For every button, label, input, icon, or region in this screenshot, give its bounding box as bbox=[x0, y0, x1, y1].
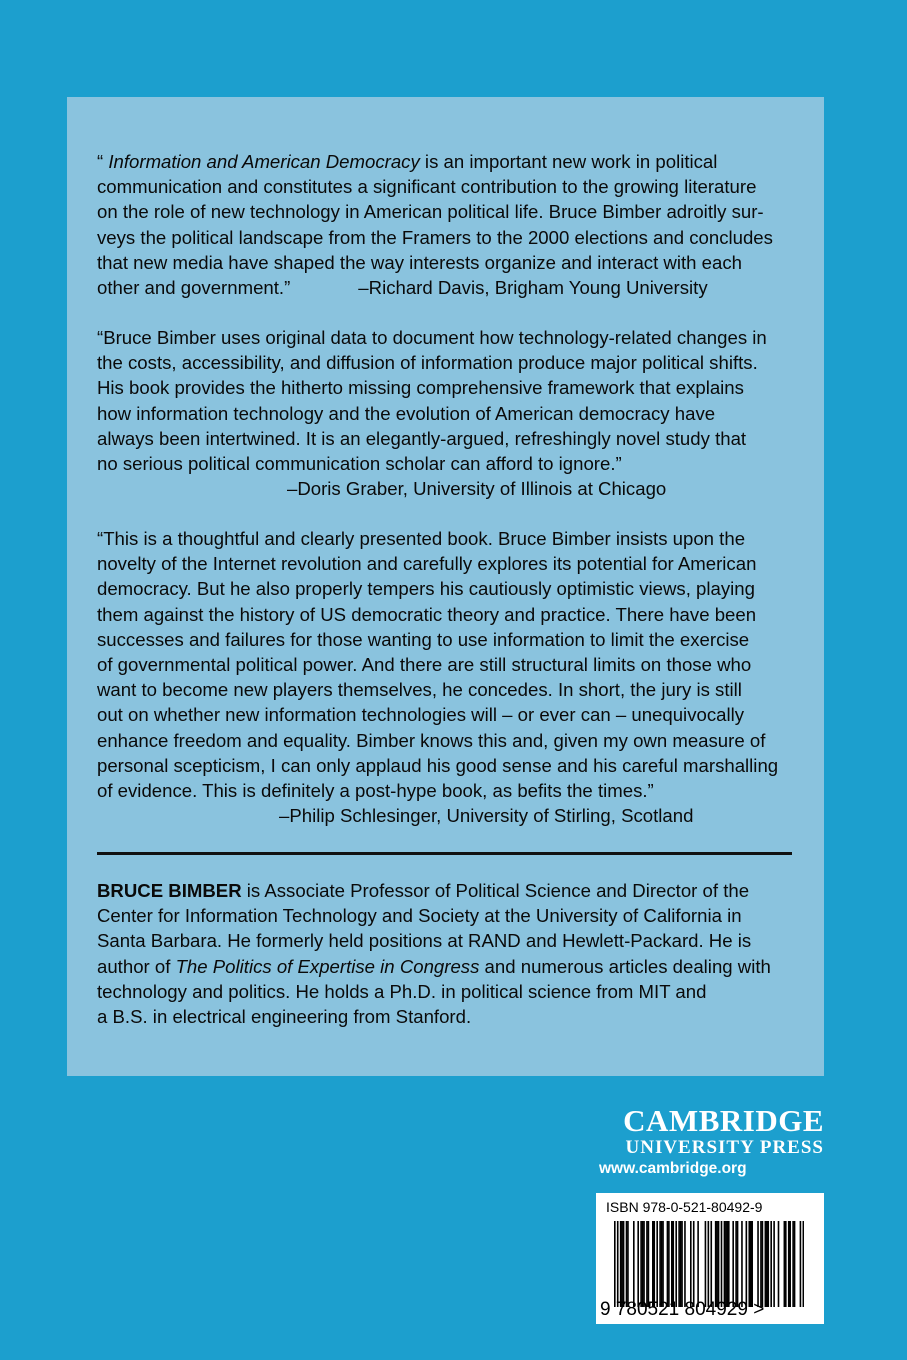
barcode-bar bbox=[648, 1221, 650, 1307]
barcode-bar bbox=[643, 1221, 645, 1307]
quote-line: the costs, accessibility, and diffusion of information produce major political shifts. bbox=[97, 352, 758, 374]
quote-line: no serious political communication scholar can afford to ignore.” bbox=[97, 453, 622, 475]
barcode-bar bbox=[690, 1221, 692, 1307]
barcode-bar bbox=[715, 1221, 717, 1307]
barcode-bar bbox=[762, 1221, 764, 1307]
barcode-bar bbox=[766, 1221, 768, 1307]
book-title: The Politics of Expertise in Congress bbox=[175, 955, 480, 977]
barcode-bar bbox=[788, 1221, 790, 1307]
barcode-bar bbox=[794, 1221, 796, 1307]
barcode-bar bbox=[765, 1221, 767, 1307]
quote-line: how information technology and the evolution of American democracy have bbox=[97, 402, 716, 424]
quote-line: democracy. But he also properly tempers his cautiously optimistic views, playing bbox=[97, 578, 755, 600]
barcode-bar bbox=[784, 1221, 786, 1307]
barcode-bar bbox=[718, 1221, 720, 1307]
quote-line: “Bruce Bimber uses original data to document how technology-related changes in bbox=[97, 327, 767, 348]
barcode-bar bbox=[748, 1221, 750, 1307]
review-quote-schlesinger bbox=[97, 526, 797, 828]
author-bio bbox=[97, 878, 797, 1029]
quote-line: “This is a thoughtful and clearly presented book. Bruce Bimber insists upon the bbox=[97, 528, 746, 549]
barcode-bar bbox=[668, 1221, 670, 1307]
barcode-bar bbox=[803, 1221, 804, 1307]
barcode-bar bbox=[620, 1221, 622, 1307]
barcode-bar bbox=[789, 1221, 791, 1307]
barcode-bar bbox=[678, 1221, 680, 1307]
barcode-bar bbox=[760, 1221, 762, 1307]
barcode-bar bbox=[770, 1221, 772, 1307]
author-name: BRUCE BIMBER bbox=[97, 880, 242, 901]
barcode-bar bbox=[792, 1221, 794, 1307]
barcode-bar bbox=[652, 1221, 654, 1307]
barcode-bar bbox=[737, 1221, 739, 1307]
barcode-bar bbox=[728, 1221, 730, 1307]
barcode-bar bbox=[617, 1221, 619, 1307]
barcode-bars bbox=[614, 1221, 804, 1307]
barcode-bar bbox=[675, 1221, 677, 1307]
quote-line: novelty of the Internet revolution and carefully explores its potential for American bbox=[97, 553, 757, 575]
publisher-logo bbox=[596, 1104, 824, 1180]
barcode-bar bbox=[642, 1221, 644, 1307]
barcode-bar bbox=[708, 1221, 710, 1307]
quote-line: always been intertwined. It is an elegantly-argued, refreshingly novel study that bbox=[97, 427, 747, 449]
barcode-bar bbox=[684, 1221, 686, 1307]
publisher-subtitle: UNIVERSITY PRESS bbox=[625, 1137, 824, 1158]
barcode-bar bbox=[662, 1221, 664, 1307]
barcode-bar bbox=[646, 1221, 648, 1307]
isbn-barcode bbox=[596, 1193, 824, 1324]
barcode-bar bbox=[667, 1221, 669, 1307]
barcode-bar bbox=[773, 1221, 775, 1307]
barcode-bar bbox=[640, 1221, 642, 1307]
bio-line: technology and politics. He holds a Ph.D. in political science from MIT and bbox=[97, 980, 707, 1002]
quote-line: enhance freedom and equality. Bimber knows this and, given my own measure of bbox=[97, 729, 766, 751]
barcode-bar bbox=[785, 1221, 787, 1307]
barcode-bar bbox=[727, 1221, 729, 1307]
barcode-bar bbox=[626, 1221, 628, 1307]
quote-line: of governmental political power. And there are still structural limits on those who bbox=[97, 654, 752, 676]
quote-line: of evidence. This is definitely a post-hype book, as befits the times.” bbox=[97, 780, 654, 802]
quote-line: want to become new players themselves, he concedes. In short, the jury is still bbox=[97, 679, 742, 701]
barcode-bar bbox=[750, 1221, 752, 1307]
bio-line: author of The Politics of Expertise in Congress and numerous articles dealing with bbox=[97, 955, 771, 977]
publisher-url: www.cambridge.org bbox=[599, 1160, 747, 1177]
barcode-bar bbox=[623, 1221, 625, 1307]
barcode-bar bbox=[693, 1221, 695, 1307]
isbn-label: ISBN 978-0-521-80492-9 bbox=[606, 1199, 763, 1215]
barcode-bar bbox=[767, 1221, 769, 1307]
back-cover-text-panel bbox=[67, 97, 824, 1076]
quote-attribution: –Philip Schlesinger, University of Stirling, Scotland bbox=[279, 805, 694, 827]
quote-attribution: –Richard Davis, Brigham Young University bbox=[358, 277, 708, 299]
quote-line: successes and failures for those wanting to use information to limit the exercise bbox=[97, 628, 750, 650]
bio-line: Santa Barbara. He formerly held positions at RAND and Hewlett-Packard. He is bbox=[97, 930, 752, 952]
barcode-bar bbox=[671, 1221, 673, 1307]
barcode-bar bbox=[724, 1221, 726, 1307]
barcode-bar bbox=[741, 1221, 743, 1307]
quote-line: on the role of new technology in American political life. Bruce Bimber adroitly sur- bbox=[97, 201, 764, 223]
quote-line: out on whether new information technologies will – or ever can – unequivocally bbox=[97, 704, 745, 726]
barcode-bar bbox=[661, 1221, 663, 1307]
quote-line: communication and constitutes a significant contribution to the growing literature bbox=[97, 176, 757, 198]
barcode-bar bbox=[757, 1221, 759, 1307]
barcode-bar bbox=[732, 1221, 734, 1307]
barcode-bar bbox=[800, 1221, 802, 1307]
barcode-bar bbox=[710, 1221, 712, 1307]
barcode-bar bbox=[735, 1221, 737, 1307]
barcode-bar bbox=[659, 1221, 661, 1307]
barcode-bar bbox=[746, 1221, 748, 1307]
barcode-bar bbox=[627, 1221, 629, 1307]
review-quote-davis bbox=[97, 149, 797, 300]
barcode-bar bbox=[614, 1221, 616, 1307]
barcode-bar bbox=[725, 1221, 727, 1307]
barcode-bar bbox=[656, 1221, 658, 1307]
barcode-bar bbox=[721, 1221, 723, 1307]
barcode-bar bbox=[680, 1221, 682, 1307]
quote-line: that new media have shaped the way interests organize and interact with each bbox=[97, 251, 742, 273]
publisher-name: CAMBRIDGE bbox=[623, 1103, 824, 1138]
barcode-bar bbox=[633, 1221, 635, 1307]
barcode-bar bbox=[621, 1221, 623, 1307]
barcode-bar bbox=[697, 1221, 699, 1307]
barcode-bar bbox=[672, 1221, 674, 1307]
barcode-digits: 9 780521 804929 > bbox=[600, 1299, 765, 1320]
quote-line: them against the history of US democratic theory and practice. There have been bbox=[97, 603, 757, 625]
quote-attribution: –Doris Graber, University of Illinois at Chicago bbox=[287, 478, 667, 500]
bio-line: BRUCE BIMBER is Associate Professor of Political Science and Director of the bbox=[97, 880, 750, 901]
quote-line: veys the political landscape from the Framers to the 2000 elections and concludes bbox=[97, 226, 773, 248]
barcode-bar bbox=[716, 1221, 718, 1307]
bio-line: a B.S. in electrical engineering from Stanford. bbox=[97, 1006, 472, 1028]
quote-line-with-attribution bbox=[97, 275, 797, 300]
barcode-bar bbox=[637, 1221, 639, 1307]
barcode-bar bbox=[751, 1221, 753, 1307]
bio-line: Center for Information Technology and Society at the University of California in bbox=[97, 905, 742, 927]
section-divider bbox=[97, 852, 792, 855]
quote-line: personal scepticism, I can only applaud his good sense and his careful marshalling bbox=[97, 754, 779, 776]
quote-line-end: other and government.” bbox=[97, 277, 291, 299]
review-quote-graber bbox=[97, 325, 797, 501]
quote-line: “ Information and American Democracy is an important new work in political bbox=[97, 151, 718, 172]
quote-line: His book provides the hitherto missing comprehensive framework that explains bbox=[97, 377, 744, 399]
barcode-bar bbox=[778, 1221, 780, 1307]
barcode-bar bbox=[653, 1221, 655, 1307]
barcode-bar bbox=[705, 1221, 707, 1307]
barcode-bar bbox=[681, 1221, 683, 1307]
